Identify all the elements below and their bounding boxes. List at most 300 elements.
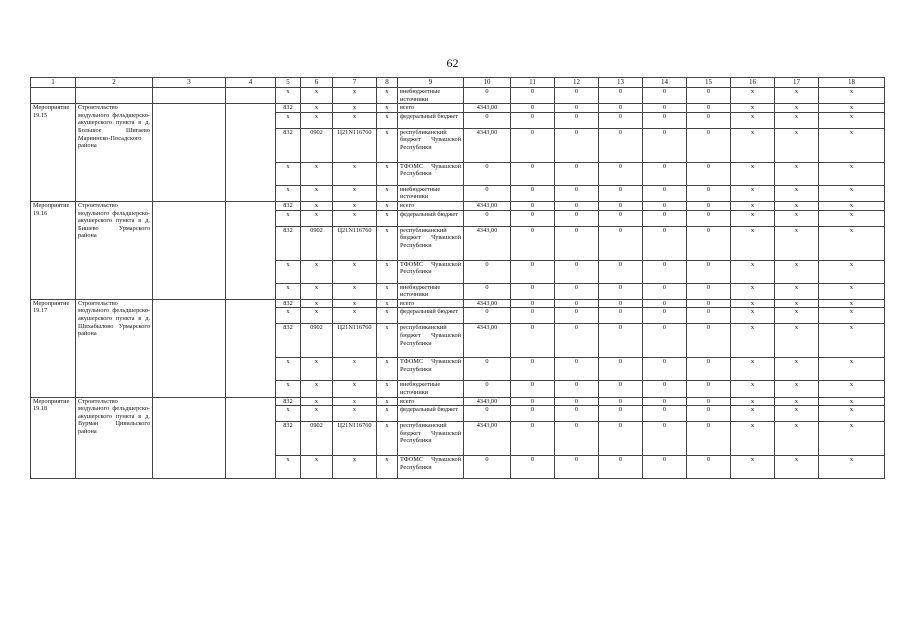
amount-cell: 0 <box>687 283 731 299</box>
amount-cell: x <box>731 210 775 226</box>
amount-cell: x <box>731 260 775 283</box>
amount-cell: 0 <box>511 162 555 185</box>
amount-cell: 0 <box>464 88 511 104</box>
measure-title: Строительство модульного фельдшерско-акушерского пункта в д. Шихабылово Урмарского района <box>76 299 153 397</box>
amount-cell: 0 <box>555 406 599 422</box>
funding-source: внебюджетные источники <box>398 88 464 104</box>
column-number: 18 <box>819 78 885 88</box>
column-number: 1 <box>31 78 76 88</box>
amount-cell: 0 <box>643 283 687 299</box>
amount-cell: x <box>775 283 819 299</box>
column-number: 3 <box>153 78 226 88</box>
amount-cell: x <box>819 162 885 185</box>
code-cell: x <box>301 299 333 308</box>
table-row <box>31 299 885 308</box>
amount-cell: 0 <box>464 260 511 283</box>
code-cell: x <box>377 456 398 479</box>
amount-cell: x <box>775 260 819 283</box>
funding-source: всего <box>398 104 464 113</box>
measure-title: Строительство модульного фельдшерско-акушерского пункта в д. Бишево Урмарского района <box>76 201 153 299</box>
code-cell: x <box>377 201 398 210</box>
code-cell: x <box>301 201 333 210</box>
amount-cell: x <box>819 283 885 299</box>
funding-source: всего <box>398 397 464 406</box>
column-number: 7 <box>333 78 377 88</box>
amount-cell: x <box>819 226 885 260</box>
column-number: 4 <box>226 78 276 88</box>
amount-cell: 0 <box>599 308 643 324</box>
amount-cell: 0 <box>555 104 599 113</box>
code-cell: x <box>276 185 301 201</box>
amount-cell: 0 <box>599 422 643 456</box>
amount-cell: x <box>731 226 775 260</box>
amount-cell: 4343,00 <box>464 201 511 210</box>
code-cell: x <box>377 128 398 162</box>
amount-cell: x <box>819 104 885 113</box>
code-cell: 832 <box>276 104 301 113</box>
code-cell: 832 <box>276 299 301 308</box>
amount-cell: 0 <box>599 128 643 162</box>
amount-cell: 0 <box>599 112 643 128</box>
amount-cell: 0 <box>464 358 511 381</box>
amount-cell: 0 <box>511 283 555 299</box>
amount-cell: 0 <box>464 456 511 479</box>
funding-source: внебюджетные источники <box>398 185 464 201</box>
amount-cell: 0 <box>511 210 555 226</box>
amount-cell: 4343,00 <box>464 397 511 406</box>
code-cell: x <box>276 381 301 397</box>
amount-cell: 0 <box>555 397 599 406</box>
funding-source: федеральный бюджет <box>398 308 464 324</box>
amount-cell: 0 <box>511 185 555 201</box>
amount-cell: 0 <box>687 308 731 324</box>
amount-cell: x <box>819 324 885 358</box>
empty-cell <box>153 299 226 397</box>
amount-cell: 0 <box>687 210 731 226</box>
amount-cell: 0 <box>464 162 511 185</box>
amount-cell: 0 <box>511 324 555 358</box>
budget-table <box>30 77 885 479</box>
code-cell: x <box>377 226 398 260</box>
code-cell: x <box>276 88 301 104</box>
code-cell: 0902 <box>301 226 333 260</box>
code-cell: 832 <box>276 226 301 260</box>
amount-cell: 0 <box>643 422 687 456</box>
amount-cell: x <box>731 381 775 397</box>
code-cell: x <box>333 185 377 201</box>
amount-cell: x <box>775 128 819 162</box>
amount-cell: x <box>775 201 819 210</box>
amount-cell: x <box>731 88 775 104</box>
code-cell: x <box>301 260 333 283</box>
table-body <box>31 88 885 479</box>
code-cell: x <box>377 381 398 397</box>
amount-cell: 0 <box>464 381 511 397</box>
amount-cell: 0 <box>687 104 731 113</box>
code-cell: x <box>276 112 301 128</box>
amount-cell: 0 <box>599 406 643 422</box>
amount-cell: x <box>819 358 885 381</box>
amount-cell: x <box>819 308 885 324</box>
amount-cell: x <box>775 381 819 397</box>
funding-source: республиканский бюджет Чувашской Республики <box>398 324 464 358</box>
column-number: 17 <box>775 78 819 88</box>
amount-cell: 0 <box>599 210 643 226</box>
amount-cell: 0 <box>511 88 555 104</box>
funding-source: внебюджетные источники <box>398 283 464 299</box>
code-cell: x <box>377 283 398 299</box>
amount-cell: 0 <box>511 226 555 260</box>
code-cell: x <box>333 112 377 128</box>
amount-cell: 0 <box>599 201 643 210</box>
code-cell: x <box>276 406 301 422</box>
amount-cell: 0 <box>643 308 687 324</box>
code-cell: x <box>301 162 333 185</box>
code-cell: x <box>301 88 333 104</box>
amount-cell: x <box>819 88 885 104</box>
amount-cell: 0 <box>599 283 643 299</box>
amount-cell: 0 <box>643 406 687 422</box>
column-number: 14 <box>643 78 687 88</box>
empty-cell <box>31 88 76 104</box>
amount-cell: x <box>731 201 775 210</box>
amount-cell: 0 <box>555 456 599 479</box>
code-cell: Ц21N116760 <box>333 422 377 456</box>
amount-cell: x <box>775 324 819 358</box>
code-cell: x <box>301 406 333 422</box>
funding-source: федеральный бюджет <box>398 406 464 422</box>
column-number: 11 <box>511 78 555 88</box>
amount-cell: x <box>775 104 819 113</box>
code-cell: x <box>377 185 398 201</box>
amount-cell: 0 <box>599 162 643 185</box>
code-cell: x <box>301 210 333 226</box>
code-cell: x <box>276 283 301 299</box>
amount-cell: 4343,00 <box>464 299 511 308</box>
amount-cell: x <box>775 406 819 422</box>
amount-cell: x <box>731 308 775 324</box>
column-number: 13 <box>599 78 643 88</box>
amount-cell: x <box>775 226 819 260</box>
code-cell: x <box>276 358 301 381</box>
funding-source: республиканский бюджет Чувашской Республики <box>398 226 464 260</box>
amount-cell: 0 <box>687 422 731 456</box>
code-cell: x <box>377 88 398 104</box>
amount-cell: x <box>775 397 819 406</box>
amount-cell: 0 <box>643 112 687 128</box>
amount-cell: 0 <box>643 128 687 162</box>
amount-cell: 4343,00 <box>464 128 511 162</box>
amount-cell: 0 <box>464 210 511 226</box>
amount-cell: 0 <box>643 226 687 260</box>
code-cell: x <box>377 406 398 422</box>
empty-cell <box>76 88 153 104</box>
column-number: 2 <box>76 78 153 88</box>
amount-cell: x <box>819 128 885 162</box>
empty-cell <box>153 104 226 202</box>
amount-cell: 0 <box>511 406 555 422</box>
amount-cell: 0 <box>687 299 731 308</box>
code-cell: x <box>333 104 377 113</box>
amount-cell: x <box>731 397 775 406</box>
amount-cell: 0 <box>464 185 511 201</box>
code-cell: x <box>276 210 301 226</box>
amount-cell: x <box>775 112 819 128</box>
amount-cell: x <box>819 260 885 283</box>
amount-cell: 0 <box>599 185 643 201</box>
amount-cell: 0 <box>511 260 555 283</box>
code-cell: x <box>276 456 301 479</box>
amount-cell: 0 <box>643 397 687 406</box>
empty-cell <box>153 88 226 104</box>
amount-cell: 0 <box>687 112 731 128</box>
amount-cell: x <box>731 299 775 308</box>
amount-cell: 0 <box>555 185 599 201</box>
amount-cell: 0 <box>643 358 687 381</box>
table-row <box>31 88 885 104</box>
empty-cell <box>226 201 276 299</box>
code-cell: x <box>377 112 398 128</box>
code-cell: Ц21N116760 <box>333 226 377 260</box>
table-row <box>31 104 885 113</box>
amount-cell: 0 <box>687 260 731 283</box>
amount-cell: x <box>775 299 819 308</box>
amount-cell: 0 <box>687 381 731 397</box>
funding-source: ТФОМС Чувашской Республики <box>398 260 464 283</box>
code-cell: x <box>333 397 377 406</box>
amount-cell: 0 <box>555 260 599 283</box>
amount-cell: x <box>819 112 885 128</box>
funding-source: федеральный бюджет <box>398 112 464 128</box>
measure-label: Мероприятие 19.15 <box>31 104 76 202</box>
code-cell: x <box>377 308 398 324</box>
code-cell: Ц21N116760 <box>333 128 377 162</box>
amount-cell: 0 <box>599 226 643 260</box>
amount-cell: 0 <box>687 185 731 201</box>
column-number: 16 <box>731 78 775 88</box>
amount-cell: x <box>819 406 885 422</box>
funding-source: федеральный бюджет <box>398 210 464 226</box>
amount-cell: x <box>731 456 775 479</box>
code-cell: Ц21N116760 <box>333 324 377 358</box>
amount-cell: 0 <box>599 381 643 397</box>
amount-cell: x <box>731 422 775 456</box>
amount-cell: 0 <box>687 201 731 210</box>
amount-cell: 0 <box>511 299 555 308</box>
code-cell: 0902 <box>301 128 333 162</box>
amount-cell: 0 <box>555 162 599 185</box>
code-cell: x <box>377 324 398 358</box>
amount-cell: 0 <box>687 226 731 260</box>
code-cell: x <box>333 201 377 210</box>
code-cell: x <box>301 456 333 479</box>
code-cell: x <box>301 397 333 406</box>
amount-cell: x <box>775 422 819 456</box>
code-cell: x <box>276 162 301 185</box>
code-cell: x <box>377 162 398 185</box>
code-cell: x <box>301 358 333 381</box>
empty-cell <box>226 104 276 202</box>
funding-source: всего <box>398 201 464 210</box>
column-number: 6 <box>301 78 333 88</box>
amount-cell: x <box>775 308 819 324</box>
amount-cell: 0 <box>643 201 687 210</box>
code-cell: x <box>333 358 377 381</box>
amount-cell: 4343,00 <box>464 422 511 456</box>
amount-cell: 0 <box>511 358 555 381</box>
code-cell: x <box>333 308 377 324</box>
funding-source: республиканский бюджет Чувашской Республики <box>398 128 464 162</box>
amount-cell: 0 <box>555 201 599 210</box>
amount-cell: x <box>731 128 775 162</box>
amount-cell: 0 <box>555 226 599 260</box>
code-cell: x <box>377 299 398 308</box>
code-cell: x <box>377 358 398 381</box>
code-cell: x <box>301 283 333 299</box>
amount-cell: 0 <box>643 210 687 226</box>
code-cell: x <box>377 104 398 113</box>
code-cell: x <box>333 162 377 185</box>
amount-cell: 0 <box>687 128 731 162</box>
code-cell: x <box>377 397 398 406</box>
amount-cell: 0 <box>511 104 555 113</box>
empty-cell <box>153 397 226 479</box>
amount-cell: 0 <box>464 283 511 299</box>
table-row <box>31 397 885 406</box>
empty-cell <box>153 201 226 299</box>
amount-cell: 0 <box>555 88 599 104</box>
code-cell: x <box>333 456 377 479</box>
empty-cell <box>226 397 276 479</box>
amount-cell: 0 <box>687 162 731 185</box>
amount-cell: 0 <box>555 358 599 381</box>
amount-cell: 4343,00 <box>464 104 511 113</box>
amount-cell: x <box>775 210 819 226</box>
amount-cell: 0 <box>643 185 687 201</box>
table-header <box>31 78 885 88</box>
amount-cell: 0 <box>599 397 643 406</box>
amount-cell: x <box>819 456 885 479</box>
amount-cell: x <box>819 397 885 406</box>
code-cell: x <box>301 381 333 397</box>
measure-label: Мероприятие 19.16 <box>31 201 76 299</box>
amount-cell: x <box>731 406 775 422</box>
amount-cell: 0 <box>464 308 511 324</box>
code-cell: 832 <box>276 201 301 210</box>
page-number: 62 <box>446 56 459 70</box>
code-cell: x <box>301 185 333 201</box>
amount-cell: 0 <box>555 308 599 324</box>
amount-cell: 0 <box>511 422 555 456</box>
column-number: 12 <box>555 78 599 88</box>
amount-cell: x <box>775 456 819 479</box>
amount-cell: 0 <box>687 406 731 422</box>
column-number: 15 <box>687 78 731 88</box>
funding-source: ТФОМС Чувашской Республики <box>398 456 464 479</box>
funding-source: ТФОМС Чувашской Республики <box>398 358 464 381</box>
amount-cell: 0 <box>464 112 511 128</box>
amount-cell: 0 <box>599 104 643 113</box>
amount-cell: 0 <box>555 112 599 128</box>
code-cell: x <box>333 283 377 299</box>
amount-cell: 0 <box>643 88 687 104</box>
amount-cell: 0 <box>511 381 555 397</box>
amount-cell: 0 <box>643 162 687 185</box>
code-cell: 832 <box>276 422 301 456</box>
code-cell: x <box>377 260 398 283</box>
header-row <box>31 78 885 88</box>
amount-cell: 0 <box>643 456 687 479</box>
column-number: 10 <box>464 78 511 88</box>
amount-cell: 0 <box>643 299 687 308</box>
amount-cell: x <box>819 299 885 308</box>
code-cell: x <box>333 210 377 226</box>
code-cell: x <box>301 112 333 128</box>
code-cell: 832 <box>276 128 301 162</box>
code-cell: 0902 <box>301 324 333 358</box>
amount-cell: 4343,00 <box>464 324 511 358</box>
amount-cell: 0 <box>555 128 599 162</box>
amount-cell: x <box>819 381 885 397</box>
amount-cell: x <box>819 201 885 210</box>
column-number: 8 <box>377 78 398 88</box>
amount-cell: 0 <box>511 112 555 128</box>
code-cell: x <box>333 406 377 422</box>
amount-cell: 0 <box>555 422 599 456</box>
code-cell: 832 <box>276 324 301 358</box>
amount-cell: 4343,00 <box>464 226 511 260</box>
amount-cell: 0 <box>511 456 555 479</box>
code-cell: x <box>276 260 301 283</box>
amount-cell: 0 <box>643 324 687 358</box>
amount-cell: 0 <box>643 104 687 113</box>
amount-cell: x <box>731 112 775 128</box>
measure-label: Мероприятие 19.17 <box>31 299 76 397</box>
amount-cell: 0 <box>555 324 599 358</box>
amount-cell: x <box>775 162 819 185</box>
amount-cell: 0 <box>511 397 555 406</box>
code-cell: x <box>333 299 377 308</box>
code-cell: x <box>301 104 333 113</box>
amount-cell: 0 <box>511 128 555 162</box>
measure-label: Мероприятие 19.18 <box>31 397 76 479</box>
column-number: 9 <box>398 78 464 88</box>
amount-cell: 0 <box>555 299 599 308</box>
measure-title: Строительство модульного фельдшерско-акушерского пункта в д. Большое Шигаево Мариинско-Посадского района <box>76 104 153 202</box>
code-cell: x <box>377 210 398 226</box>
amount-cell: 0 <box>687 456 731 479</box>
amount-cell: x <box>819 210 885 226</box>
code-cell: x <box>333 381 377 397</box>
amount-cell: 0 <box>687 358 731 381</box>
amount-cell: x <box>731 324 775 358</box>
amount-cell: 0 <box>555 210 599 226</box>
amount-cell: x <box>731 283 775 299</box>
amount-cell: 0 <box>687 324 731 358</box>
amount-cell: 0 <box>687 397 731 406</box>
amount-cell: 0 <box>511 308 555 324</box>
amount-cell: x <box>775 185 819 201</box>
code-cell: x <box>377 422 398 456</box>
amount-cell: 0 <box>599 88 643 104</box>
amount-cell: 0 <box>555 283 599 299</box>
code-cell: x <box>276 308 301 324</box>
code-cell: x <box>333 88 377 104</box>
code-cell: 832 <box>276 397 301 406</box>
table-row <box>31 201 885 210</box>
amount-cell: 0 <box>599 260 643 283</box>
amount-cell: 0 <box>599 324 643 358</box>
